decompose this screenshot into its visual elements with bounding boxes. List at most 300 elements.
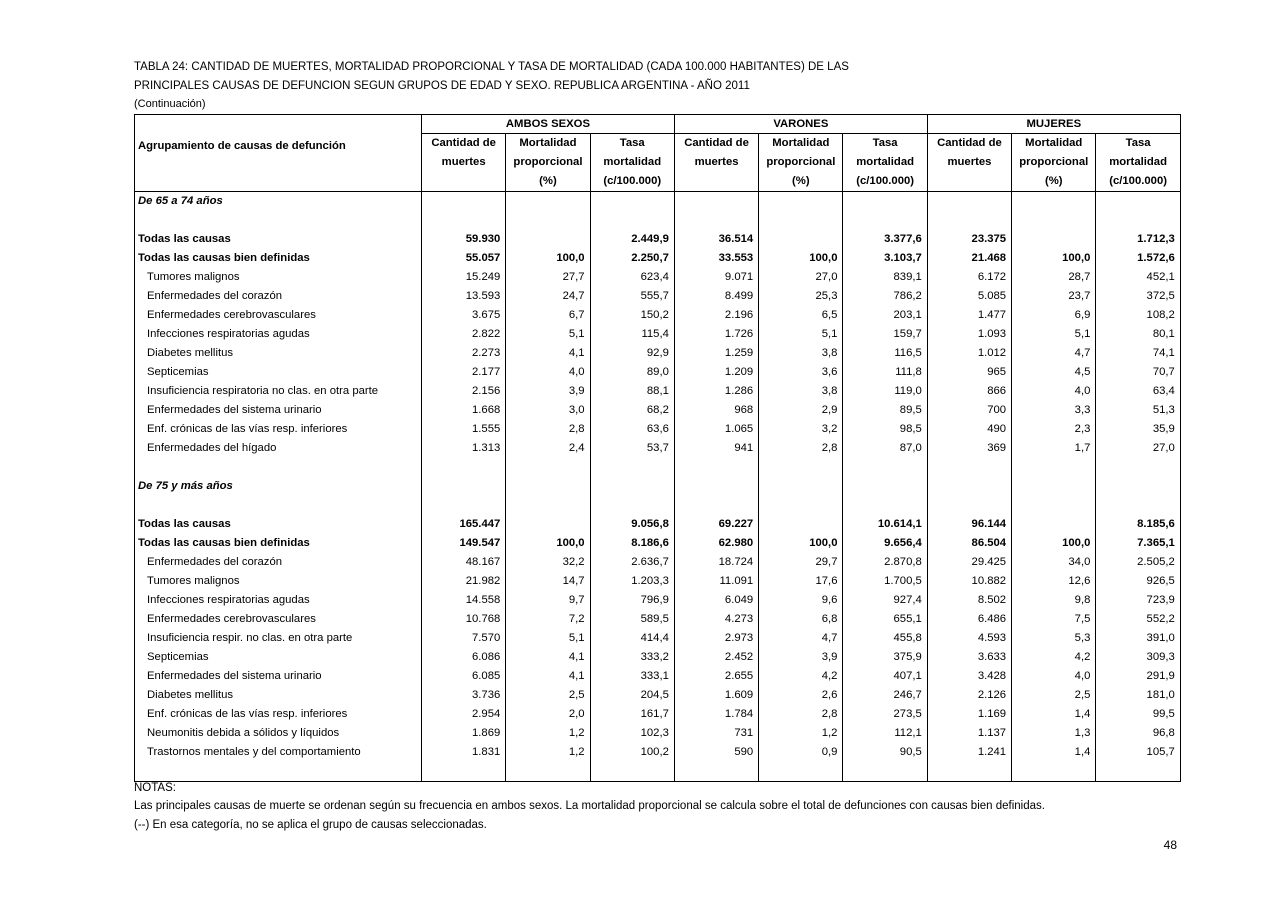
value-cell <box>1012 496 1096 515</box>
value-cell <box>422 211 506 230</box>
value-cell: 204,5 <box>590 686 674 705</box>
value-cell: 2,4 <box>506 439 590 458</box>
value-cell: 33.553 <box>674 249 758 268</box>
value-cell <box>590 496 674 515</box>
table-row <box>135 230 1181 249</box>
table-row <box>135 515 1181 534</box>
value-cell: 2.196 <box>674 306 758 325</box>
value-cell: 6,7 <box>506 306 590 325</box>
value-cell: 14,7 <box>506 572 590 591</box>
value-cell: 100,0 <box>506 534 590 553</box>
value-cell: 100,0 <box>506 249 590 268</box>
table-row <box>135 420 1181 439</box>
cause-cell: Enfermedades del sistema urinario <box>147 404 322 416</box>
value-cell: 21.982 <box>422 572 506 591</box>
cause-cell: Infecciones respiratorias agudas <box>147 594 310 606</box>
table-row <box>135 705 1181 724</box>
value-cell: 6.086 <box>422 648 506 667</box>
value-cell: 2,5 <box>1012 686 1096 705</box>
value-cell: 391,0 <box>1096 629 1180 648</box>
value-cell: 2.973 <box>674 629 758 648</box>
value-cell: 3,6 <box>759 363 843 382</box>
value-cell: 36.514 <box>674 230 758 249</box>
value-cell: 3.377,6 <box>843 230 927 249</box>
value-cell: 407,1 <box>843 667 927 686</box>
value-cell: 6.085 <box>422 667 506 686</box>
value-cell: 2,3 <box>1012 420 1096 439</box>
value-cell <box>506 515 590 534</box>
value-cell: 7,5 <box>1012 610 1096 629</box>
table-row <box>135 382 1181 401</box>
value-cell: 86.504 <box>927 534 1011 553</box>
cause-cell <box>135 458 422 477</box>
value-cell: 116,5 <box>843 344 927 363</box>
cause-cell: Septicemias <box>147 651 209 663</box>
value-cell: 3.103,7 <box>843 249 927 268</box>
value-cell: 590 <box>674 743 758 762</box>
value-cell <box>674 192 758 212</box>
value-cell: 161,7 <box>590 705 674 724</box>
value-cell: 14.558 <box>422 591 506 610</box>
subheader-mortalidad-varones <box>759 134 843 192</box>
value-cell: 5,1 <box>506 325 590 344</box>
value-cell: 414,4 <box>590 629 674 648</box>
value-cell <box>674 477 758 496</box>
value-cell <box>759 211 843 230</box>
value-cell: 10.882 <box>927 572 1011 591</box>
value-cell: 4,5 <box>1012 363 1096 382</box>
value-cell: 1.784 <box>674 705 758 724</box>
value-cell: 7.365,1 <box>1096 534 1180 553</box>
value-cell: 68,2 <box>590 401 674 420</box>
value-cell: 555,7 <box>590 287 674 306</box>
value-cell <box>422 458 506 477</box>
value-cell <box>506 192 590 212</box>
document-page <box>134 0 1180 905</box>
subheader-line: (%) <box>792 175 810 187</box>
subheader-line: muertes <box>441 156 486 168</box>
subheader-line: Mortalidad <box>519 137 577 149</box>
section-label-cell: De 75 y más años <box>138 480 233 492</box>
subheader-line: Tasa <box>1125 137 1151 149</box>
cause-cell: Enfermedades cerebrovasculares <box>147 613 316 625</box>
value-cell: 149.547 <box>422 534 506 553</box>
value-cell <box>927 496 1011 515</box>
value-cell: 8.499 <box>674 287 758 306</box>
value-cell <box>1012 192 1096 212</box>
value-cell: 3.633 <box>927 648 1011 667</box>
value-cell <box>843 211 927 230</box>
cause-cell: Enf. crónicas de las vías resp. inferiores <box>147 708 348 720</box>
value-cell: 1.093 <box>927 325 1011 344</box>
subheader-line: proporcional <box>513 156 583 168</box>
value-cell: 112,1 <box>843 724 927 743</box>
group-header-varones: VARONES <box>674 115 927 134</box>
value-cell: 2.505,2 <box>1096 553 1180 572</box>
value-cell: 4,0 <box>1012 382 1096 401</box>
cause-cell: Enfermedades del corazón <box>147 290 283 302</box>
value-cell: 0,9 <box>759 743 843 762</box>
value-cell: 3,8 <box>759 382 843 401</box>
value-cell: 55.057 <box>422 249 506 268</box>
value-cell <box>1096 211 1180 230</box>
value-cell: 2.954 <box>422 705 506 724</box>
value-cell: 1.137 <box>927 724 1011 743</box>
value-cell: 87,0 <box>843 439 927 458</box>
value-cell: 8.186,6 <box>590 534 674 553</box>
value-cell: 4,7 <box>759 629 843 648</box>
row-header-cell: Agrupamiento de causas de defunción <box>135 115 422 192</box>
value-cell: 69.227 <box>674 515 758 534</box>
value-cell <box>674 762 758 781</box>
section-label-row <box>135 477 1181 496</box>
value-cell <box>843 477 927 496</box>
table-row <box>135 724 1181 743</box>
value-cell: 1,2 <box>506 724 590 743</box>
cause-cell: Enfermedades cerebrovasculares <box>147 309 316 321</box>
mortality-table <box>134 114 1181 782</box>
subheader-line <box>422 172 505 191</box>
value-cell: 27,7 <box>506 268 590 287</box>
subheader-line: (c/100.000) <box>1109 175 1167 187</box>
value-cell: 48.167 <box>422 553 506 572</box>
value-cell: 9.656,4 <box>843 534 927 553</box>
subheader-cantidad-ambos <box>422 134 506 192</box>
value-cell: 89,0 <box>590 363 674 382</box>
value-cell: 5,1 <box>506 629 590 648</box>
note-ordering: Las principales causas de muerte se ordenan según su frecuencia en ambos sexos. La mortalidad proporcional se calcula sobre el total de defunciones con causas bien definidas. <box>134 800 1045 812</box>
value-cell: 375,9 <box>843 648 927 667</box>
value-cell: 6.486 <box>927 610 1011 629</box>
value-cell: 4,2 <box>759 667 843 686</box>
table-row <box>135 629 1181 648</box>
value-cell <box>506 477 590 496</box>
cause-cell: Septicemias <box>147 366 209 378</box>
value-cell: 150,2 <box>590 306 674 325</box>
value-cell: 3.428 <box>927 667 1011 686</box>
continuation-label: (Continuación) <box>134 98 206 110</box>
value-cell <box>506 211 590 230</box>
subheader-line: Tasa <box>619 137 645 149</box>
value-cell: 452,1 <box>1096 268 1180 287</box>
value-cell: 5,3 <box>1012 629 1096 648</box>
value-cell <box>1096 192 1180 212</box>
value-cell: 9,6 <box>759 591 843 610</box>
value-cell: 2.655 <box>674 667 758 686</box>
value-cell: 369 <box>927 439 1011 458</box>
value-cell: 4,1 <box>506 667 590 686</box>
value-cell: 32,2 <box>506 553 590 572</box>
value-cell: 10.614,1 <box>843 515 927 534</box>
value-cell: 24,7 <box>506 287 590 306</box>
value-cell: 4,7 <box>1012 344 1096 363</box>
value-cell: 3,3 <box>1012 401 1096 420</box>
cause-cell: Diabetes mellitus <box>147 347 234 359</box>
value-cell: 6.049 <box>674 591 758 610</box>
value-cell: 4,0 <box>1012 667 1096 686</box>
cause-cell: Todas las causas <box>138 233 231 245</box>
value-cell: 1.831 <box>422 743 506 762</box>
value-cell: 4.273 <box>674 610 758 629</box>
table-row <box>135 306 1181 325</box>
value-cell <box>759 192 843 212</box>
value-cell: 1.169 <box>927 705 1011 724</box>
table-body <box>135 192 1181 782</box>
value-cell: 92,9 <box>590 344 674 363</box>
cause-cell: Tumores malignos <box>147 575 240 587</box>
value-cell: 17,6 <box>759 572 843 591</box>
value-cell: 70,7 <box>1096 363 1180 382</box>
value-cell: 3,2 <box>759 420 843 439</box>
value-cell <box>759 230 843 249</box>
value-cell: 165.447 <box>422 515 506 534</box>
subheader-line: Tasa <box>872 137 898 149</box>
value-cell <box>422 477 506 496</box>
value-cell <box>506 496 590 515</box>
cause-cell <box>135 211 422 230</box>
value-cell: 63,4 <box>1096 382 1180 401</box>
value-cell: 1.286 <box>674 382 758 401</box>
subheader-line: mortalidad <box>603 156 662 168</box>
value-cell <box>927 762 1011 781</box>
value-cell: 7.570 <box>422 629 506 648</box>
value-cell <box>759 762 843 781</box>
value-cell: 18.724 <box>674 553 758 572</box>
subheader-line: muertes <box>694 156 739 168</box>
value-cell: 63,6 <box>590 420 674 439</box>
value-cell: 1.700,5 <box>843 572 927 591</box>
value-cell: 1.313 <box>422 439 506 458</box>
value-cell <box>590 192 674 212</box>
value-cell: 1.209 <box>674 363 758 382</box>
value-cell: 839,1 <box>843 268 927 287</box>
value-cell: 159,7 <box>843 325 927 344</box>
value-cell: 111,8 <box>843 363 927 382</box>
value-cell: 28,7 <box>1012 268 1096 287</box>
value-cell: 53,7 <box>590 439 674 458</box>
value-cell: 786,2 <box>843 287 927 306</box>
value-cell: 1.712,3 <box>1096 230 1180 249</box>
value-cell <box>1012 515 1096 534</box>
value-cell <box>927 192 1011 212</box>
table-row <box>135 610 1181 629</box>
value-cell: 96,8 <box>1096 724 1180 743</box>
spacer-row <box>135 211 1181 230</box>
value-cell: 1.726 <box>674 325 758 344</box>
spacer-row <box>135 762 1181 781</box>
value-cell: 2.250,7 <box>590 249 674 268</box>
table-row <box>135 534 1181 553</box>
cause-cell: Todas las causas bien definidas <box>138 252 310 264</box>
cause-cell: Enfermedades del hígado <box>147 442 277 454</box>
value-cell: 273,5 <box>843 705 927 724</box>
value-cell <box>590 477 674 496</box>
value-cell: 2,8 <box>506 420 590 439</box>
subheader-line: (%) <box>1044 175 1063 187</box>
value-cell: 5.085 <box>927 287 1011 306</box>
value-cell: 3,9 <box>506 382 590 401</box>
value-cell <box>759 515 843 534</box>
cause-cell: Diabetes mellitus <box>147 689 234 701</box>
value-cell: 100,2 <box>590 743 674 762</box>
value-cell: 1,2 <box>759 724 843 743</box>
table-row <box>135 325 1181 344</box>
value-cell: 6.172 <box>927 268 1011 287</box>
value-cell <box>759 496 843 515</box>
value-cell: 2.126 <box>927 686 1011 705</box>
value-cell <box>843 458 927 477</box>
value-cell: 27,0 <box>759 268 843 287</box>
value-cell <box>927 458 1011 477</box>
value-cell: 88,1 <box>590 382 674 401</box>
value-cell: 490 <box>927 420 1011 439</box>
value-cell: 1.477 <box>927 306 1011 325</box>
value-cell: 5,1 <box>759 325 843 344</box>
table-title-line2: PRINCIPALES CAUSAS DE DEFUNCION SEGUN GRUPOS DE EDAD Y SEXO. REPUBLICA ARGENTINA - AÑO 2011 <box>134 80 750 92</box>
value-cell <box>1012 477 1096 496</box>
subheader-line: mortalidad <box>1109 156 1167 168</box>
table-row <box>135 344 1181 363</box>
value-cell: 1.572,6 <box>1096 249 1180 268</box>
table-row <box>135 572 1181 591</box>
cause-cell: Infecciones respiratorias agudas <box>147 328 310 340</box>
value-cell: 9.056,8 <box>590 515 674 534</box>
value-cell: 552,2 <box>1096 610 1180 629</box>
value-cell: 9,8 <box>1012 591 1096 610</box>
value-cell: 3.736 <box>422 686 506 705</box>
cause-cell <box>135 762 422 781</box>
value-cell <box>927 211 1011 230</box>
value-cell: 23.375 <box>927 230 1011 249</box>
value-cell: 13.593 <box>422 287 506 306</box>
value-cell: 723,9 <box>1096 591 1180 610</box>
value-cell: 100,0 <box>759 534 843 553</box>
subheader-tasa-ambos <box>590 134 674 192</box>
value-cell: 10.768 <box>422 610 506 629</box>
value-cell: 2.449,9 <box>590 230 674 249</box>
table-row <box>135 591 1181 610</box>
subheader-line <box>928 172 1011 191</box>
value-cell <box>843 762 927 781</box>
subheader-line <box>675 172 758 191</box>
value-cell: 731 <box>674 724 758 743</box>
value-cell: 6,5 <box>759 306 843 325</box>
value-cell: 1,2 <box>506 743 590 762</box>
page-number: 48 <box>1163 838 1177 852</box>
value-cell: 100,0 <box>759 249 843 268</box>
value-cell: 2.636,7 <box>590 553 674 572</box>
subheader-cantidad-mujeres <box>927 134 1011 192</box>
value-cell <box>674 211 758 230</box>
value-cell <box>506 762 590 781</box>
value-cell: 6,9 <box>1012 306 1096 325</box>
value-cell: 372,5 <box>1096 287 1180 306</box>
value-cell: 1,7 <box>1012 439 1096 458</box>
value-cell: 291,9 <box>1096 667 1180 686</box>
subheader-line: mortalidad <box>856 156 915 168</box>
cause-cell: Todas las causas bien definidas <box>138 537 310 549</box>
value-cell: 15.249 <box>422 268 506 287</box>
value-cell: 2,8 <box>759 705 843 724</box>
value-cell: 80,1 <box>1096 325 1180 344</box>
subheader-line: Mortalidad <box>772 137 830 149</box>
value-cell: 1.555 <box>422 420 506 439</box>
value-cell: 926,5 <box>1096 572 1180 591</box>
group-header-row <box>135 115 1181 134</box>
value-cell: 1,4 <box>1012 743 1096 762</box>
value-cell: 115,4 <box>590 325 674 344</box>
value-cell: 1.012 <box>927 344 1011 363</box>
cause-cell: Enfermedades del sistema urinario <box>147 670 322 682</box>
value-cell: 181,0 <box>1096 686 1180 705</box>
value-cell <box>506 458 590 477</box>
value-cell: 2.822 <box>422 325 506 344</box>
subheader-line: Cantidad de <box>937 137 1002 149</box>
cause-cell: Tumores malignos <box>147 271 240 283</box>
cause-cell: Trastornos mentales y del comportamiento <box>147 746 361 758</box>
value-cell: 7,2 <box>506 610 590 629</box>
table-row <box>135 667 1181 686</box>
value-cell: 98,5 <box>843 420 927 439</box>
value-cell: 100,0 <box>1012 534 1096 553</box>
value-cell: 51,3 <box>1096 401 1180 420</box>
value-cell: 99,5 <box>1096 705 1180 724</box>
cause-cell: Insuficiencia respir. no clas. en otra parte <box>147 632 353 644</box>
notes-heading: NOTAS: <box>134 782 176 794</box>
subheader-mortalidad-mujeres <box>1012 134 1096 192</box>
value-cell: 927,4 <box>843 591 927 610</box>
value-cell: 1.259 <box>674 344 758 363</box>
subheader-line: (c/100.000) <box>856 175 915 187</box>
value-cell <box>759 477 843 496</box>
value-cell: 100,0 <box>1012 249 1096 268</box>
subheader-cantidad-varones <box>674 134 758 192</box>
spacer-row <box>135 458 1181 477</box>
section-label-cell: De 65 a 74 años <box>138 195 223 207</box>
subheader-line: proporcional <box>766 156 836 168</box>
value-cell: 21.468 <box>927 249 1011 268</box>
value-cell <box>1096 496 1180 515</box>
value-cell <box>759 458 843 477</box>
value-cell <box>590 762 674 781</box>
value-cell: 333,1 <box>590 667 674 686</box>
value-cell: 2.156 <box>422 382 506 401</box>
value-cell <box>843 496 927 515</box>
value-cell: 4,0 <box>506 363 590 382</box>
group-header-ambos-sexos: AMBOS SEXOS <box>422 115 675 134</box>
subheader-line: (%) <box>539 175 557 187</box>
table-row <box>135 553 1181 572</box>
value-cell: 62.980 <box>674 534 758 553</box>
table-row <box>135 363 1181 382</box>
value-cell: 5,1 <box>1012 325 1096 344</box>
table-title-line1: TABLA 24: CANTIDAD DE MUERTES, MORTALIDAD PROPORCIONAL Y TASA DE MORTALIDAD (CADA 100.000 HABITANTES) DE LAS <box>134 61 849 73</box>
value-cell: 27,0 <box>1096 439 1180 458</box>
value-cell: 1,4 <box>1012 705 1096 724</box>
value-cell: 34,0 <box>1012 553 1096 572</box>
value-cell: 866 <box>927 382 1011 401</box>
value-cell <box>422 192 506 212</box>
cause-cell: Enf. crónicas de las vías resp. inferiores <box>147 423 348 435</box>
value-cell <box>1096 458 1180 477</box>
value-cell: 3,9 <box>759 648 843 667</box>
subheader-line: muertes <box>947 156 992 168</box>
value-cell <box>1012 211 1096 230</box>
value-cell: 12,6 <box>1012 572 1096 591</box>
value-cell: 965 <box>927 363 1011 382</box>
value-cell: 4,2 <box>1012 648 1096 667</box>
value-cell <box>506 230 590 249</box>
